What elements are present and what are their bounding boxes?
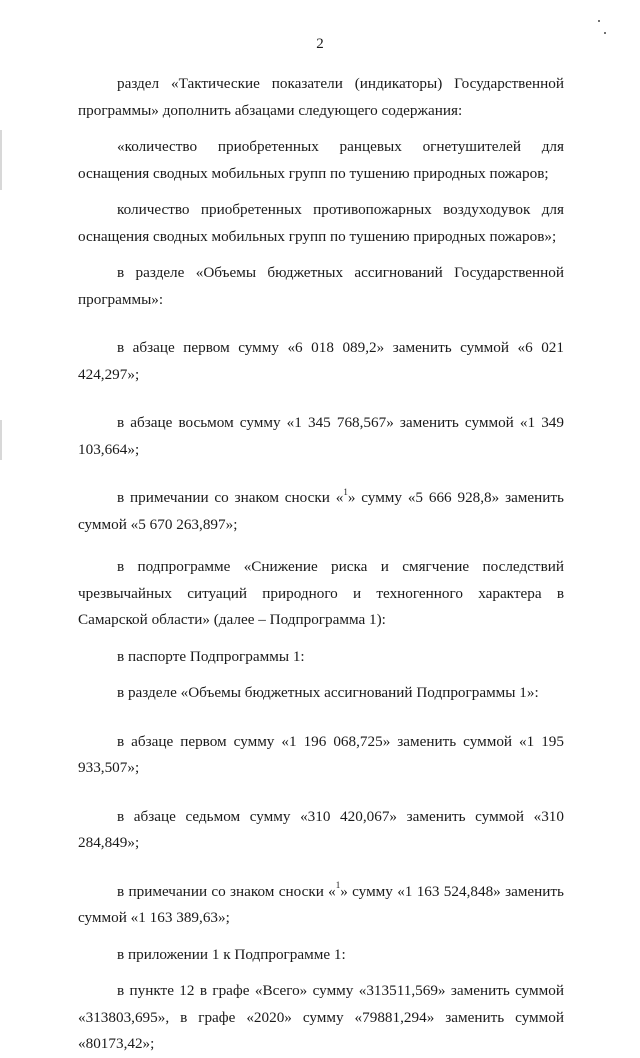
paragraph: в пункте 12 в графе «Всего» сумму «313511,569» заменить суммой «313803,695», в графе «2020» сумму «79881,294» заменить суммой «80173,42»;	[78, 982, 564, 1052]
paragraph: количество приобретенных противопожарных воздуходувок для оснащения сводных мобильных групп по тушению природных пожаров»;	[78, 201, 564, 245]
paragraph-footnote	[78, 879, 564, 932]
paragraph-text-after: » сумму «1 163 524,848» заменить суммой «1 163 389,63»;	[78, 882, 564, 926]
paragraph-text-before: в примечании со знаком сноски «	[117, 489, 344, 506]
paragraph: в разделе «Объемы бюджетных ассигнований Государственной программы»:	[78, 264, 564, 308]
paragraph: в абзаце восьмом сумму «1 345 768,567» заменить суммой «1 349 103,664»;	[78, 414, 564, 458]
scan-edge-mark	[0, 130, 2, 190]
page-number: 2	[316, 36, 324, 52]
paragraph: в абзаце седьмом сумму «310 420,067» заменить суммой «310 284,849»;	[78, 807, 564, 851]
paragraph: в подпрограмме «Снижение риска и смягчение последствий чрезвычайных ситуаций природного и техногенного характера в Самарской области» (далее – Подпрограмма 1):	[78, 558, 564, 628]
footnote-mark: 1	[335, 880, 341, 891]
scan-edge-mark	[0, 420, 2, 460]
scan-speck	[598, 20, 600, 22]
paragraph: в приложении 1 к Подпрограмме 1:	[117, 945, 346, 963]
paragraph-text-after: » сумму «5 666 928,8» заменить суммой «5 670 263,897»;	[78, 489, 564, 533]
paragraph: «количество приобретенных ранцевых огнетушителей для оснащения сводных мобильных групп по тушению природных пожаров;	[78, 138, 564, 182]
paragraph: в абзаце первом сумму «1 196 068,725» заменить суммой «1 195 933,507»;	[78, 732, 564, 776]
scan-speck	[604, 32, 606, 34]
paragraph-text-before: в примечании со знаком сноски «	[117, 882, 336, 900]
paragraph-footnote	[78, 485, 564, 538]
paragraph: в абзаце первом сумму «6 018 089,2» заменить суммой «6 021 424,297»;	[78, 339, 564, 383]
paragraph: в паспорте Подпрограммы 1:	[117, 647, 305, 665]
footnote-mark: 1	[343, 486, 348, 497]
paragraph: раздел «Тактические показатели (индикаторы) Государственной программы» дополнить абзацами следующего содержания:	[78, 75, 564, 119]
paragraph: в разделе «Объемы бюджетных ассигнований Подпрограммы 1»:	[117, 684, 539, 701]
document-body	[78, 71, 564, 1058]
